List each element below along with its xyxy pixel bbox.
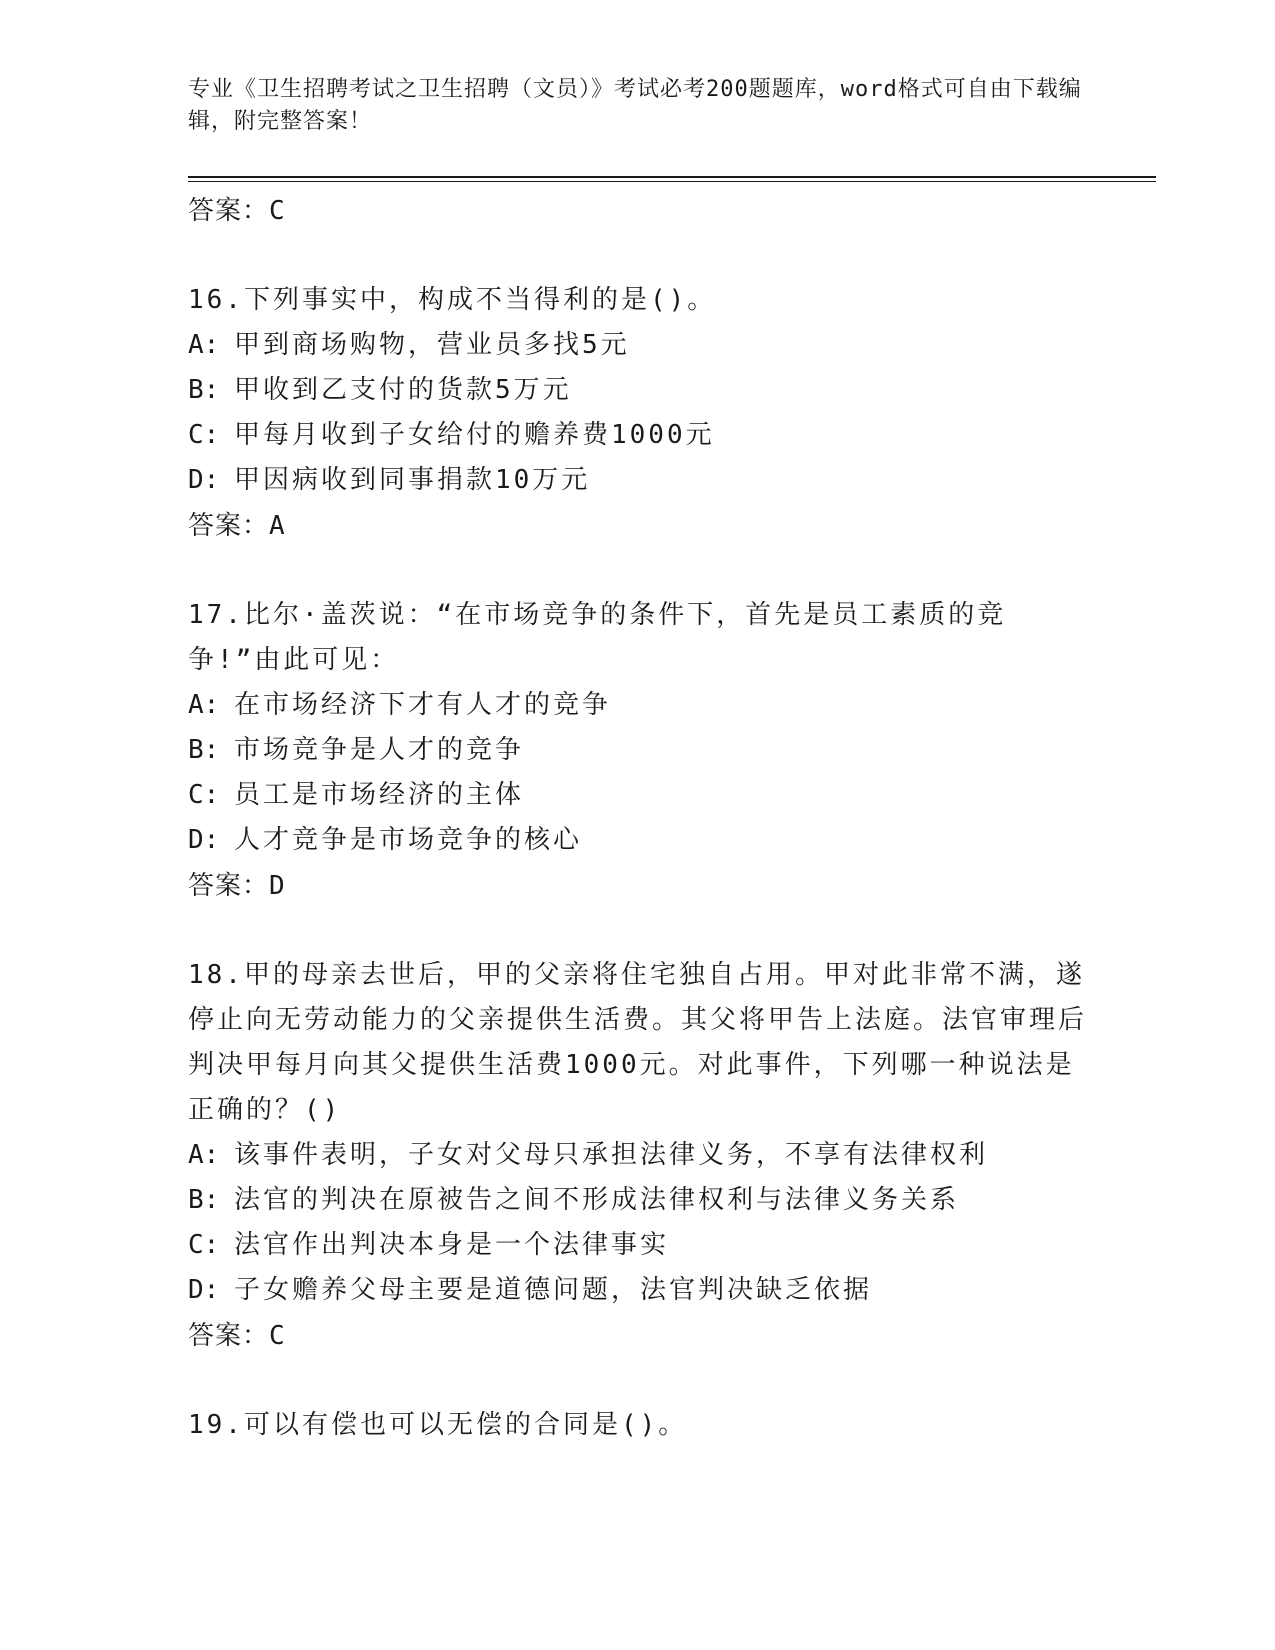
option-d [188, 818, 1088, 863]
option-text: 法官作出判决本身是一个法律事实 [234, 1230, 670, 1260]
question-18 [188, 953, 1088, 1359]
question-list [188, 188, 1088, 1448]
option-text: 法官的判决在原被告之间不形成法律权利与法律义务关系 [234, 1185, 960, 1215]
option-text: 该事件表明，子女对父母只承担法律义务，不享有法律权利 [234, 1140, 989, 1170]
option-b [188, 368, 1088, 413]
option-text: 甲因病收到同事捐款10万元 [234, 465, 591, 495]
answer-value: A [269, 511, 286, 541]
option-b [188, 728, 1088, 773]
answer-label: 答案： [188, 871, 270, 901]
spacer [188, 549, 1088, 593]
answer-line [188, 1313, 1088, 1359]
option-key: C: [188, 420, 220, 450]
option-key: A: [188, 690, 220, 720]
option-text: 甲到商场购物，营业员多找5元 [234, 330, 630, 360]
spacer [188, 909, 1088, 953]
previous-answer [188, 188, 1088, 234]
answer-label: 答案： [188, 1321, 270, 1351]
answer-value: C [269, 1321, 286, 1351]
question-17 [188, 593, 1088, 909]
question-text: 16.下列事实中，构成不当得利的是()。 [188, 285, 717, 315]
question-text: 19.可以有偿也可以无偿的合同是()。 [188, 1410, 688, 1440]
option-b [188, 1178, 1088, 1223]
option-c [188, 413, 1088, 458]
answer-label: 答案： [188, 196, 270, 226]
option-text: 子女赡养父母主要是道德问题，法官判决缺乏依据 [234, 1275, 873, 1305]
option-d [188, 458, 1088, 503]
answer-label: 答案： [188, 511, 270, 541]
option-text: 人才竞争是市场竞争的核心 [234, 825, 583, 855]
option-key: A: [188, 330, 220, 360]
option-key: D: [188, 465, 220, 495]
option-c [188, 1223, 1088, 1268]
option-c [188, 773, 1088, 818]
question-16 [188, 278, 1088, 549]
option-text: 在市场经济下才有人才的竞争 [234, 690, 612, 720]
option-key: D: [188, 1275, 220, 1305]
question-19 [188, 1403, 1088, 1448]
option-key: B: [188, 735, 220, 765]
question-text: 18.甲的母亲去世后，甲的父亲将住宅独自占用。甲对此非常不满，遂停止向无劳动能力的父亲提供生活费。其父将甲告上法庭。法官审理后判决甲每月向其父提供生活费1000元。对此事件，下列哪一种说法是正确的？() [188, 960, 1088, 1125]
option-text: 甲收到乙支付的货款5万元 [234, 375, 572, 405]
option-key: C: [188, 1230, 220, 1260]
option-a [188, 323, 1088, 368]
answer-value: D [269, 871, 286, 901]
option-text: 市场竞争是人才的竞争 [234, 735, 525, 765]
option-key: B: [188, 375, 220, 405]
answer-line [188, 863, 1088, 909]
option-a [188, 1133, 1088, 1178]
option-text: 员工是市场经济的主体 [234, 780, 525, 810]
option-key: D: [188, 825, 220, 855]
answer-value: C [269, 196, 286, 226]
option-a [188, 683, 1088, 728]
option-key: C: [188, 780, 220, 810]
header-divider-thin [188, 181, 1156, 182]
option-key: B: [188, 1185, 220, 1215]
header-divider [188, 176, 1156, 178]
page-header: 专业《卫生招聘考试之卫生招聘（文员）》考试必考200题题库，word格式可自由下载编辑，附完整答案！ [188, 77, 1082, 134]
spacer [188, 1359, 1088, 1403]
spacer [188, 234, 1088, 278]
option-d [188, 1268, 1088, 1313]
option-key: A: [188, 1140, 220, 1170]
question-text: 17.比尔·盖茨说：“在市场竞争的条件下，首先是员工素质的竞争!”由此可见： [188, 600, 1007, 675]
answer-line [188, 503, 1088, 549]
option-text: 甲每月收到子女给付的赡养费1000元 [234, 420, 715, 450]
